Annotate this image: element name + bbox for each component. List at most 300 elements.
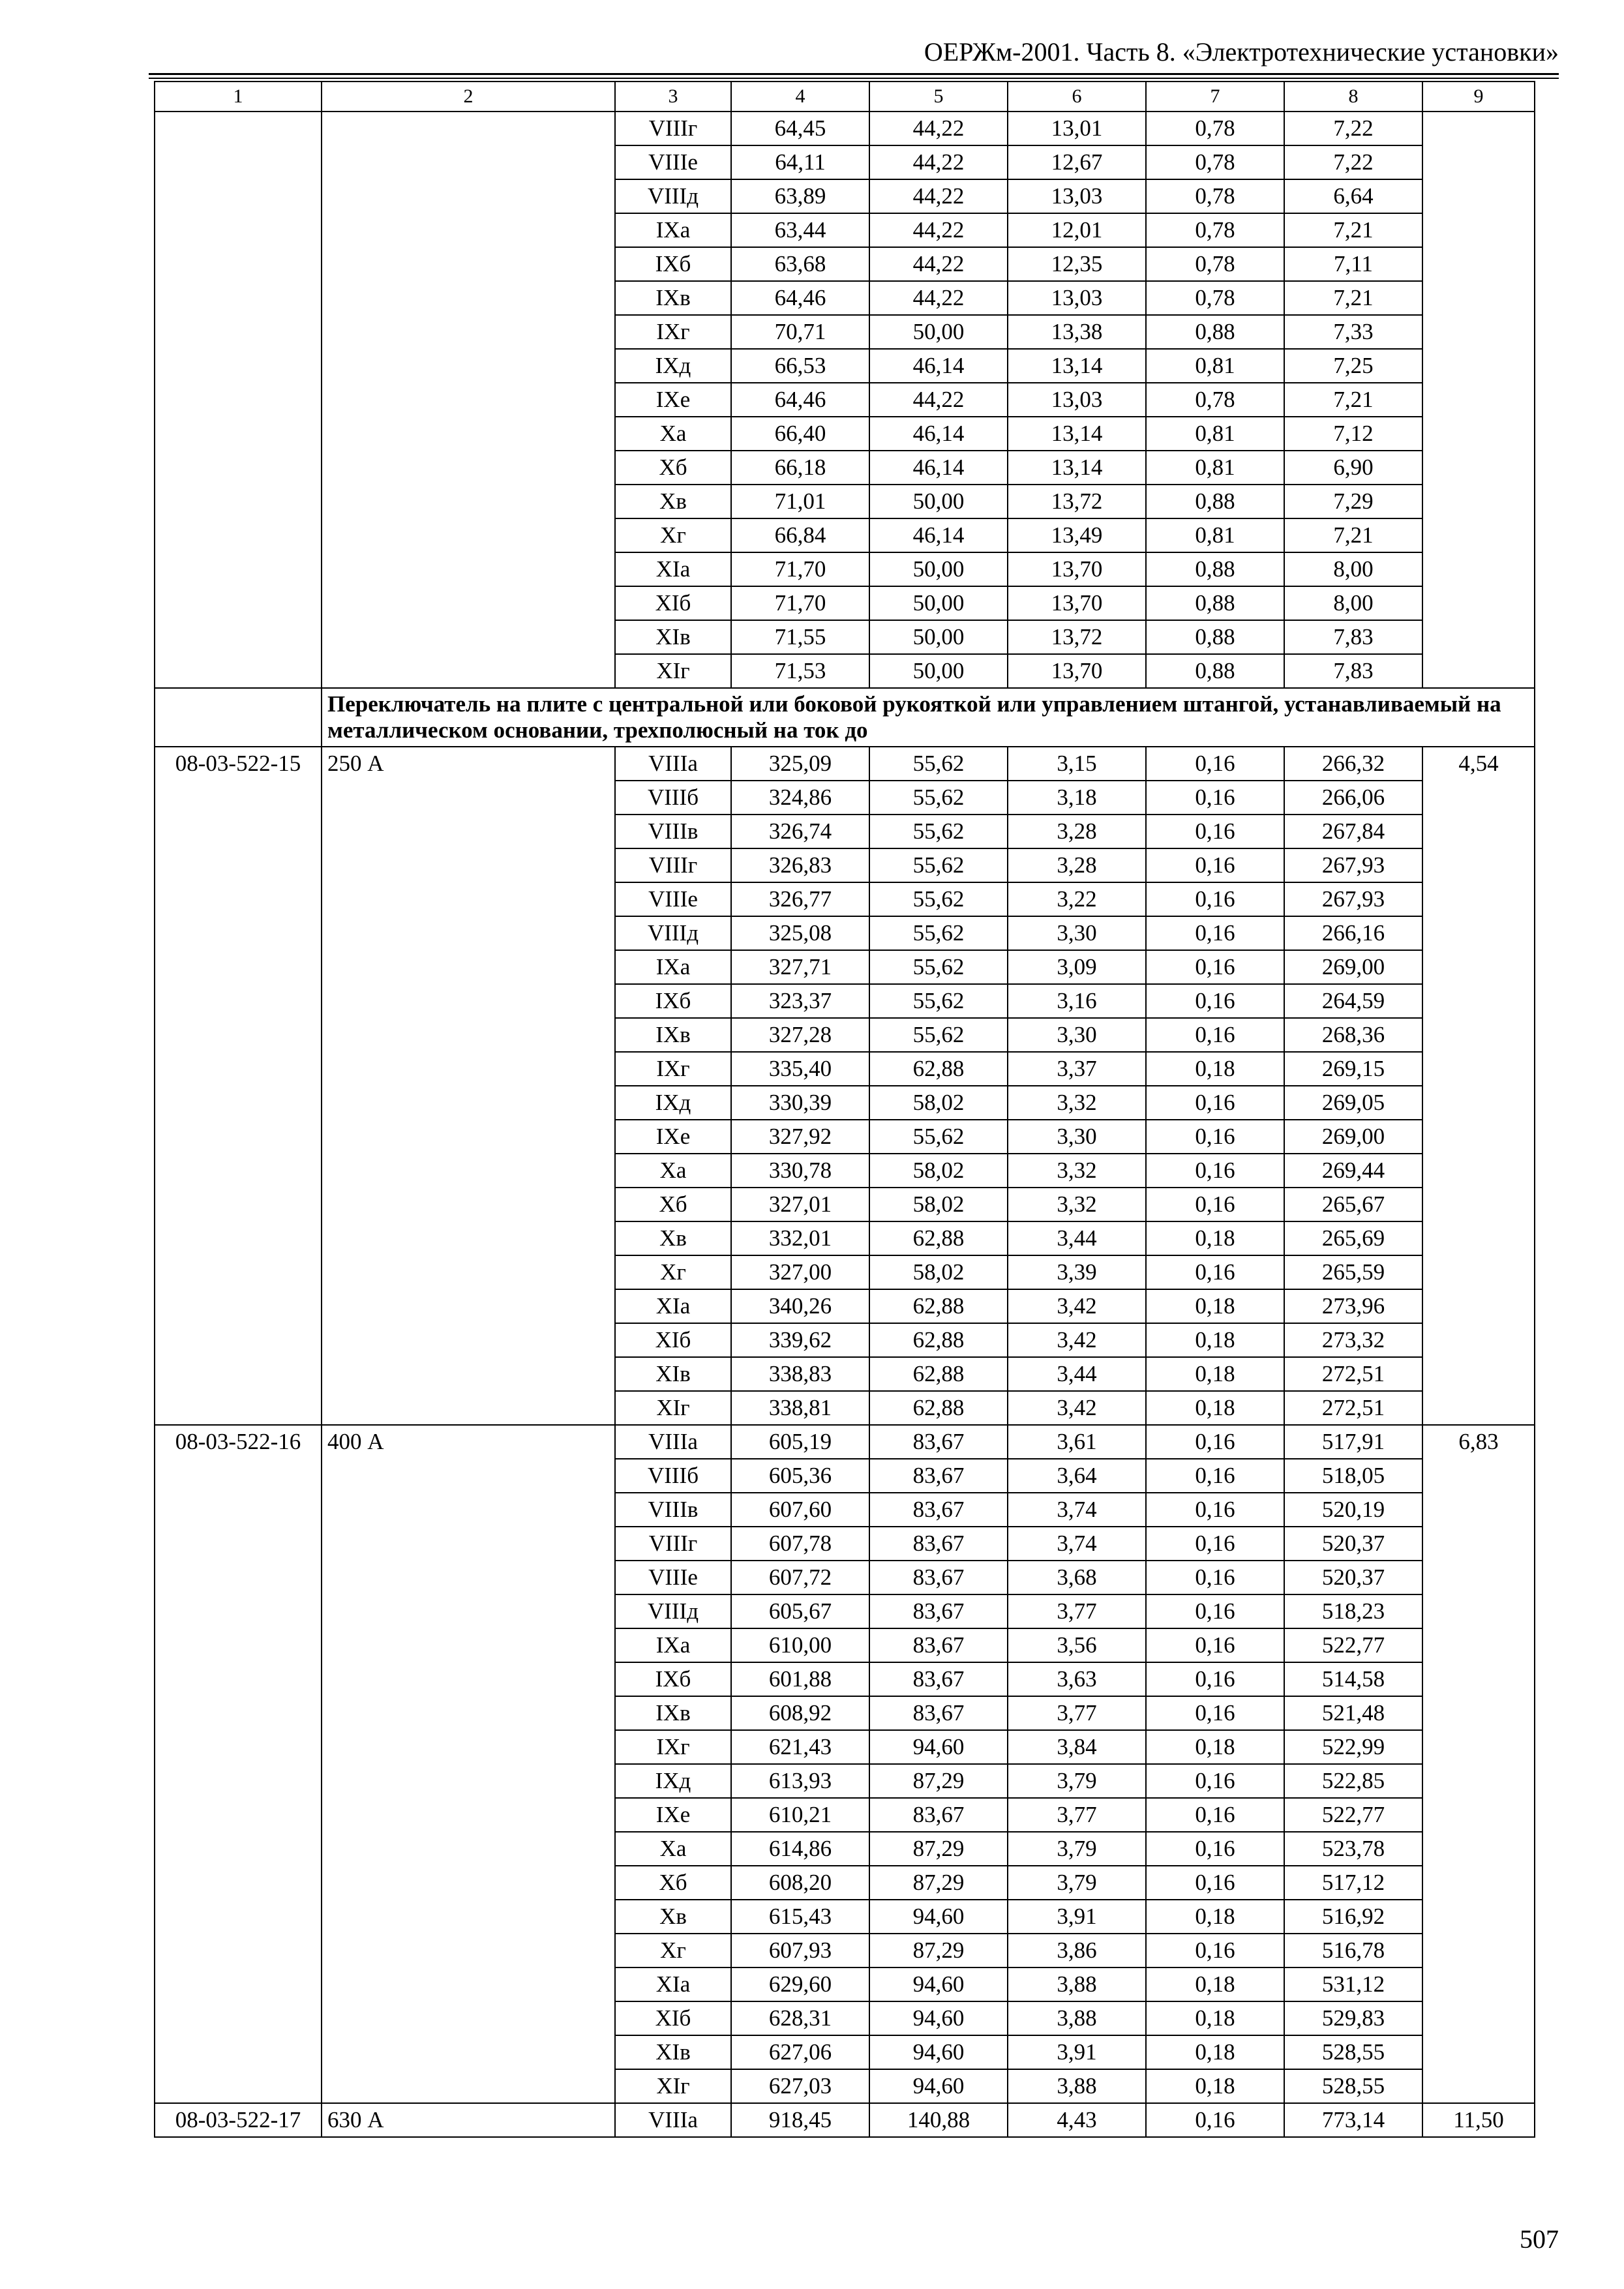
- value-cell: 269,00: [1284, 950, 1422, 984]
- value-cell: 0,88: [1146, 485, 1284, 518]
- value-cell: 6,64: [1284, 179, 1422, 213]
- value-cell: 13,14: [1008, 349, 1146, 383]
- subcategory-cell: VIIIг: [615, 1527, 731, 1561]
- value-cell: 50,00: [869, 315, 1008, 349]
- value-cell: 272,51: [1284, 1391, 1422, 1425]
- value-cell: 0,81: [1146, 349, 1284, 383]
- value-cell: 44,22: [869, 179, 1008, 213]
- value-cell: 272,51: [1284, 1357, 1422, 1391]
- subcategory-cell: VIIIд: [615, 179, 731, 213]
- value-cell: 7,83: [1284, 620, 1422, 654]
- value-cell: 266,16: [1284, 916, 1422, 950]
- table-row: [155, 112, 1535, 145]
- value-cell: 0,18: [1146, 2001, 1284, 2035]
- value-cell: 326,74: [731, 815, 869, 848]
- value-cell: 94,60: [869, 2069, 1008, 2103]
- value-cell: 607,72: [731, 1561, 869, 1594]
- value-cell: 83,67: [869, 1493, 1008, 1527]
- subcategory-cell: IXд: [615, 1764, 731, 1798]
- subcategory-cell: IXe: [615, 1120, 731, 1154]
- subcategory-cell: Xв: [615, 1221, 731, 1255]
- subcategory-cell: Xв: [615, 1900, 731, 1934]
- value-cell: 62,88: [869, 1289, 1008, 1323]
- value-cell: 0,16: [1146, 950, 1284, 984]
- value-cell: 83,67: [869, 1662, 1008, 1696]
- value-cell: 3,32: [1008, 1086, 1146, 1120]
- value-cell: 0,18: [1146, 1900, 1284, 1934]
- subcategory-cell: Xб: [615, 1866, 731, 1900]
- value-cell: 0,16: [1146, 984, 1284, 1018]
- value-cell: 621,43: [731, 1730, 869, 1764]
- value-cell: 44,22: [869, 281, 1008, 315]
- value-cell: 528,55: [1284, 2069, 1422, 2103]
- value-cell: 330,78: [731, 1154, 869, 1188]
- value-cell: 520,19: [1284, 1493, 1422, 1527]
- value-cell: 3,22: [1008, 882, 1146, 916]
- value-cell: 518,05: [1284, 1459, 1422, 1493]
- value-cell: 62,88: [869, 1052, 1008, 1086]
- value-cell: 0,16: [1146, 1798, 1284, 1832]
- subcategory-cell: VIIIг: [615, 848, 731, 882]
- value-cell: 55,62: [869, 882, 1008, 916]
- value-cell: 0,18: [1146, 1967, 1284, 2001]
- column-number: 4: [731, 82, 869, 112]
- value-cell: 269,44: [1284, 1154, 1422, 1188]
- value-cell: 0,88: [1146, 315, 1284, 349]
- value-cell: 55,62: [869, 916, 1008, 950]
- value-cell: 608,92: [731, 1696, 869, 1730]
- subcategory-cell: VIIIг: [615, 112, 731, 145]
- section-row: [155, 688, 1535, 747]
- value-cell: 0,16: [1146, 1154, 1284, 1188]
- value-cell: 269,00: [1284, 1120, 1422, 1154]
- value-cell: 3,30: [1008, 916, 1146, 950]
- value-cell: 3,42: [1008, 1289, 1146, 1323]
- value-cell: 607,93: [731, 1934, 869, 1967]
- value-cell: 0,16: [1146, 1628, 1284, 1662]
- value-cell: 340,26: [731, 1289, 869, 1323]
- value-cell: 627,06: [731, 2035, 869, 2069]
- value-cell: 7,33: [1284, 315, 1422, 349]
- value-cell: 332,01: [731, 1221, 869, 1255]
- value-cell: 7,21: [1284, 281, 1422, 315]
- value-cell: 264,59: [1284, 984, 1422, 1018]
- value-cell: 529,83: [1284, 2001, 1422, 2035]
- table-row: [155, 2103, 1535, 2137]
- value-cell: 50,00: [869, 654, 1008, 688]
- value-cell: 7,21: [1284, 518, 1422, 552]
- value-cell: 330,39: [731, 1086, 869, 1120]
- value-cell: 629,60: [731, 1967, 869, 2001]
- header-rule: [149, 73, 1559, 75]
- value-cell: 7,21: [1284, 213, 1422, 247]
- name-cell: 400 А: [322, 1425, 615, 2103]
- value-cell: 63,89: [731, 179, 869, 213]
- subcategory-cell: IXг: [615, 315, 731, 349]
- value-cell: 614,86: [731, 1832, 869, 1866]
- column-number: 9: [1422, 82, 1535, 112]
- value-cell: 44,22: [869, 383, 1008, 417]
- value-cell: 7,83: [1284, 654, 1422, 688]
- subcategory-cell: IXe: [615, 383, 731, 417]
- subcategory-cell: XIв: [615, 1357, 731, 1391]
- value-cell: 13,70: [1008, 552, 1146, 586]
- subcategory-cell: VIIIд: [615, 1594, 731, 1628]
- value-cell: 0,16: [1146, 747, 1284, 781]
- value-cell: 0,18: [1146, 2069, 1284, 2103]
- value-cell: 338,83: [731, 1357, 869, 1391]
- value-cell: 83,67: [869, 1798, 1008, 1832]
- value-cell: 13,72: [1008, 485, 1146, 518]
- value-cell: 323,37: [731, 984, 869, 1018]
- value-cell: 3,28: [1008, 815, 1146, 848]
- value-cell: 327,01: [731, 1188, 869, 1221]
- value-cell: 522,77: [1284, 1798, 1422, 1832]
- value-cell: 3,88: [1008, 2001, 1146, 2035]
- value-cell: 13,70: [1008, 654, 1146, 688]
- value-cell: 66,53: [731, 349, 869, 383]
- value-cell: 94,60: [869, 1967, 1008, 2001]
- value-cell: 64,46: [731, 383, 869, 417]
- subcategory-cell: VIIIд: [615, 916, 731, 950]
- value-cell: 63,68: [731, 247, 869, 281]
- value-cell: 140,88: [869, 2103, 1008, 2137]
- column-9-cell: 6,83: [1422, 1425, 1535, 2103]
- subcategory-cell: Xг: [615, 1255, 731, 1289]
- value-cell: 516,78: [1284, 1934, 1422, 1967]
- value-cell: 628,31: [731, 2001, 869, 2035]
- value-cell: 0,18: [1146, 1289, 1284, 1323]
- value-cell: 0,16: [1146, 781, 1284, 815]
- subcategory-cell: IXб: [615, 984, 731, 1018]
- value-cell: 607,78: [731, 1527, 869, 1561]
- value-cell: 0,16: [1146, 1696, 1284, 1730]
- column-number: 5: [869, 82, 1008, 112]
- value-cell: 87,29: [869, 1764, 1008, 1798]
- value-cell: 13,70: [1008, 586, 1146, 620]
- subcategory-cell: VIIIe: [615, 145, 731, 179]
- value-cell: 8,00: [1284, 552, 1422, 586]
- value-cell: 0,16: [1146, 1832, 1284, 1866]
- value-cell: 3,91: [1008, 2035, 1146, 2069]
- value-cell: 0,16: [1146, 815, 1284, 848]
- value-cell: 3,74: [1008, 1493, 1146, 1527]
- value-cell: 7,11: [1284, 247, 1422, 281]
- value-cell: 13,38: [1008, 315, 1146, 349]
- value-cell: 0,16: [1146, 1459, 1284, 1493]
- value-cell: 58,02: [869, 1255, 1008, 1289]
- value-cell: 7,22: [1284, 112, 1422, 145]
- value-cell: 7,21: [1284, 383, 1422, 417]
- name-cell: 250 А: [322, 747, 615, 1425]
- subcategory-cell: Xб: [615, 451, 731, 485]
- value-cell: 13,49: [1008, 518, 1146, 552]
- subcategory-cell: IXд: [615, 349, 731, 383]
- column-number: 3: [615, 82, 731, 112]
- value-cell: 55,62: [869, 950, 1008, 984]
- column-number: 8: [1284, 82, 1422, 112]
- value-cell: 46,14: [869, 518, 1008, 552]
- value-cell: 7,12: [1284, 417, 1422, 451]
- code-cell: 08-03-522-16: [155, 1425, 322, 2103]
- value-cell: 327,92: [731, 1120, 869, 1154]
- value-cell: 0,16: [1146, 1086, 1284, 1120]
- subcategory-cell: XIг: [615, 1391, 731, 1425]
- value-cell: 50,00: [869, 586, 1008, 620]
- section-title: Переключатель на плите с центральной или боковой рукояткой или управлением штангой, устанавливаемый на металлическом основании, трехполюсный на ток до: [322, 688, 1535, 747]
- value-cell: 325,09: [731, 747, 869, 781]
- value-cell: 3,84: [1008, 1730, 1146, 1764]
- value-cell: 0,16: [1146, 1662, 1284, 1696]
- value-cell: 3,79: [1008, 1832, 1146, 1866]
- subcategory-cell: IXa: [615, 950, 731, 984]
- name-cell: [322, 112, 615, 688]
- value-cell: 6,90: [1284, 451, 1422, 485]
- subcategory-cell: XIв: [615, 620, 731, 654]
- subcategory-cell: VIIIe: [615, 1561, 731, 1594]
- value-cell: 0,16: [1146, 1018, 1284, 1052]
- section-spacer-cell: [155, 688, 322, 747]
- column-9-cell: [1422, 112, 1535, 688]
- subcategory-cell: Xв: [615, 485, 731, 518]
- subcategory-cell: IXв: [615, 1018, 731, 1052]
- value-cell: 267,93: [1284, 848, 1422, 882]
- value-cell: 3,15: [1008, 747, 1146, 781]
- subcategory-cell: Xa: [615, 1832, 731, 1866]
- subcategory-cell: XIв: [615, 2035, 731, 2069]
- value-cell: 4,43: [1008, 2103, 1146, 2137]
- value-cell: 3,30: [1008, 1018, 1146, 1052]
- value-cell: 0,88: [1146, 552, 1284, 586]
- subcategory-cell: IXв: [615, 281, 731, 315]
- value-cell: 0,78: [1146, 247, 1284, 281]
- value-cell: 0,16: [1146, 916, 1284, 950]
- value-cell: 50,00: [869, 552, 1008, 586]
- value-cell: 64,11: [731, 145, 869, 179]
- column-number: 1: [155, 82, 322, 112]
- subcategory-cell: XIб: [615, 1323, 731, 1357]
- code-cell: 08-03-522-17: [155, 2103, 322, 2137]
- value-cell: 70,71: [731, 315, 869, 349]
- value-cell: 0,16: [1146, 2103, 1284, 2137]
- subcategory-cell: XIб: [615, 2001, 731, 2035]
- value-cell: 531,12: [1284, 1967, 1422, 2001]
- value-cell: 522,77: [1284, 1628, 1422, 1662]
- value-cell: 13,01: [1008, 112, 1146, 145]
- value-cell: 521,48: [1284, 1696, 1422, 1730]
- column-number: 7: [1146, 82, 1284, 112]
- rates-table: [154, 81, 1535, 2138]
- subcategory-cell: XIa: [615, 1967, 731, 2001]
- value-cell: 327,71: [731, 950, 869, 984]
- value-cell: 0,16: [1146, 1188, 1284, 1221]
- value-cell: 13,03: [1008, 383, 1146, 417]
- subcategory-cell: VIIIe: [615, 882, 731, 916]
- column-9-cell: 4,54: [1422, 747, 1535, 1425]
- value-cell: 3,77: [1008, 1594, 1146, 1628]
- value-cell: 520,37: [1284, 1561, 1422, 1594]
- value-cell: 266,32: [1284, 747, 1422, 781]
- value-cell: 0,18: [1146, 1391, 1284, 1425]
- value-cell: 46,14: [869, 451, 1008, 485]
- value-cell: 0,88: [1146, 654, 1284, 688]
- value-cell: 273,32: [1284, 1323, 1422, 1357]
- value-cell: 58,02: [869, 1188, 1008, 1221]
- value-cell: 0,16: [1146, 1255, 1284, 1289]
- subcategory-cell: XIг: [615, 2069, 731, 2103]
- value-cell: 0,16: [1146, 1493, 1284, 1527]
- value-cell: 3,16: [1008, 984, 1146, 1018]
- column-number: 2: [322, 82, 615, 112]
- value-cell: 44,22: [869, 247, 1008, 281]
- subcategory-cell: IXб: [615, 1662, 731, 1696]
- value-cell: 83,67: [869, 1561, 1008, 1594]
- value-cell: 0,16: [1146, 1866, 1284, 1900]
- value-cell: 517,91: [1284, 1425, 1422, 1459]
- subcategory-cell: XIг: [615, 654, 731, 688]
- value-cell: 605,67: [731, 1594, 869, 1628]
- value-cell: 627,03: [731, 2069, 869, 2103]
- value-cell: 615,43: [731, 1900, 869, 1934]
- value-cell: 0,18: [1146, 1221, 1284, 1255]
- subcategory-cell: VIIIв: [615, 815, 731, 848]
- value-cell: 3,18: [1008, 781, 1146, 815]
- value-cell: 267,84: [1284, 815, 1422, 848]
- column-number-row: [155, 82, 1535, 112]
- subcategory-cell: Xг: [615, 518, 731, 552]
- subcategory-cell: IXa: [615, 213, 731, 247]
- value-cell: 0,18: [1146, 1730, 1284, 1764]
- value-cell: 607,60: [731, 1493, 869, 1527]
- value-cell: 265,59: [1284, 1255, 1422, 1289]
- value-cell: 0,16: [1146, 1934, 1284, 1967]
- value-cell: 3,88: [1008, 2069, 1146, 2103]
- value-cell: 0,81: [1146, 417, 1284, 451]
- value-cell: 0,81: [1146, 451, 1284, 485]
- value-cell: 66,84: [731, 518, 869, 552]
- value-cell: 7,29: [1284, 485, 1422, 518]
- value-cell: 0,18: [1146, 1323, 1284, 1357]
- name-cell: 630 А: [322, 2103, 615, 2137]
- value-cell: 0,78: [1146, 383, 1284, 417]
- table-row: [155, 1425, 1535, 1459]
- value-cell: 608,20: [731, 1866, 869, 1900]
- value-cell: 3,88: [1008, 1967, 1146, 2001]
- value-cell: 94,60: [869, 2035, 1008, 2069]
- value-cell: 71,70: [731, 552, 869, 586]
- subcategory-cell: VIIIa: [615, 1425, 731, 1459]
- value-cell: 3,32: [1008, 1154, 1146, 1188]
- page-number: 507: [1520, 2224, 1559, 2254]
- value-cell: 44,22: [869, 112, 1008, 145]
- column-number: 6: [1008, 82, 1146, 112]
- subcategory-cell: Xa: [615, 1154, 731, 1188]
- value-cell: 3,32: [1008, 1188, 1146, 1221]
- value-cell: 71,01: [731, 485, 869, 518]
- value-cell: 62,88: [869, 1391, 1008, 1425]
- value-cell: 3,79: [1008, 1866, 1146, 1900]
- value-cell: 0,16: [1146, 1120, 1284, 1154]
- value-cell: 324,86: [731, 781, 869, 815]
- value-cell: 7,22: [1284, 145, 1422, 179]
- header-rule-thin: [149, 78, 1559, 79]
- value-cell: 335,40: [731, 1052, 869, 1086]
- value-cell: 13,03: [1008, 179, 1146, 213]
- value-cell: 3,42: [1008, 1323, 1146, 1357]
- value-cell: 62,88: [869, 1221, 1008, 1255]
- value-cell: 3,61: [1008, 1425, 1146, 1459]
- value-cell: 918,45: [731, 2103, 869, 2137]
- value-cell: 58,02: [869, 1154, 1008, 1188]
- value-cell: 55,62: [869, 1018, 1008, 1052]
- value-cell: 269,15: [1284, 1052, 1422, 1086]
- value-cell: 0,16: [1146, 1561, 1284, 1594]
- subcategory-cell: IXд: [615, 1086, 731, 1120]
- value-cell: 66,18: [731, 451, 869, 485]
- value-cell: 3,44: [1008, 1357, 1146, 1391]
- value-cell: 55,62: [869, 815, 1008, 848]
- value-cell: 522,85: [1284, 1764, 1422, 1798]
- value-cell: 3,68: [1008, 1561, 1146, 1594]
- value-cell: 273,96: [1284, 1289, 1422, 1323]
- value-cell: 514,58: [1284, 1662, 1422, 1696]
- value-cell: 62,88: [869, 1323, 1008, 1357]
- subcategory-cell: IXa: [615, 1628, 731, 1662]
- value-cell: 0,78: [1146, 213, 1284, 247]
- value-cell: 517,12: [1284, 1866, 1422, 1900]
- table-body: [155, 82, 1535, 2137]
- value-cell: 55,62: [869, 984, 1008, 1018]
- value-cell: 0,78: [1146, 179, 1284, 213]
- subcategory-cell: VIIIв: [615, 1493, 731, 1527]
- subcategory-cell: IXe: [615, 1798, 731, 1832]
- value-cell: 3,28: [1008, 848, 1146, 882]
- table-row: [155, 747, 1535, 781]
- value-cell: 3,74: [1008, 1527, 1146, 1561]
- subcategory-cell: VIIIб: [615, 1459, 731, 1493]
- subcategory-cell: IXб: [615, 247, 731, 281]
- value-cell: 610,21: [731, 1798, 869, 1832]
- column-9-cell: 11,50: [1422, 2103, 1535, 2137]
- subcategory-cell: Xг: [615, 1934, 731, 1967]
- value-cell: 520,37: [1284, 1527, 1422, 1561]
- value-cell: 13,14: [1008, 451, 1146, 485]
- subcategory-cell: Xб: [615, 1188, 731, 1221]
- value-cell: 13,03: [1008, 281, 1146, 315]
- subcategory-cell: VIIIa: [615, 2103, 731, 2137]
- value-cell: 518,23: [1284, 1594, 1422, 1628]
- value-cell: 71,55: [731, 620, 869, 654]
- value-cell: 0,18: [1146, 1052, 1284, 1086]
- value-cell: 13,72: [1008, 620, 1146, 654]
- value-cell: 44,22: [869, 213, 1008, 247]
- code-cell: [155, 112, 322, 688]
- value-cell: 265,69: [1284, 1221, 1422, 1255]
- subcategory-cell: XIб: [615, 586, 731, 620]
- value-cell: 71,70: [731, 586, 869, 620]
- subcategory-cell: IXв: [615, 1696, 731, 1730]
- value-cell: 3,09: [1008, 950, 1146, 984]
- code-cell: 08-03-522-15: [155, 747, 322, 1425]
- value-cell: 7,25: [1284, 349, 1422, 383]
- value-cell: 605,19: [731, 1425, 869, 1459]
- value-cell: 605,36: [731, 1459, 869, 1493]
- subcategory-cell: XIa: [615, 1289, 731, 1323]
- value-cell: 64,46: [731, 281, 869, 315]
- value-cell: 0,16: [1146, 882, 1284, 916]
- value-cell: 83,67: [869, 1527, 1008, 1561]
- value-cell: 3,37: [1008, 1052, 1146, 1086]
